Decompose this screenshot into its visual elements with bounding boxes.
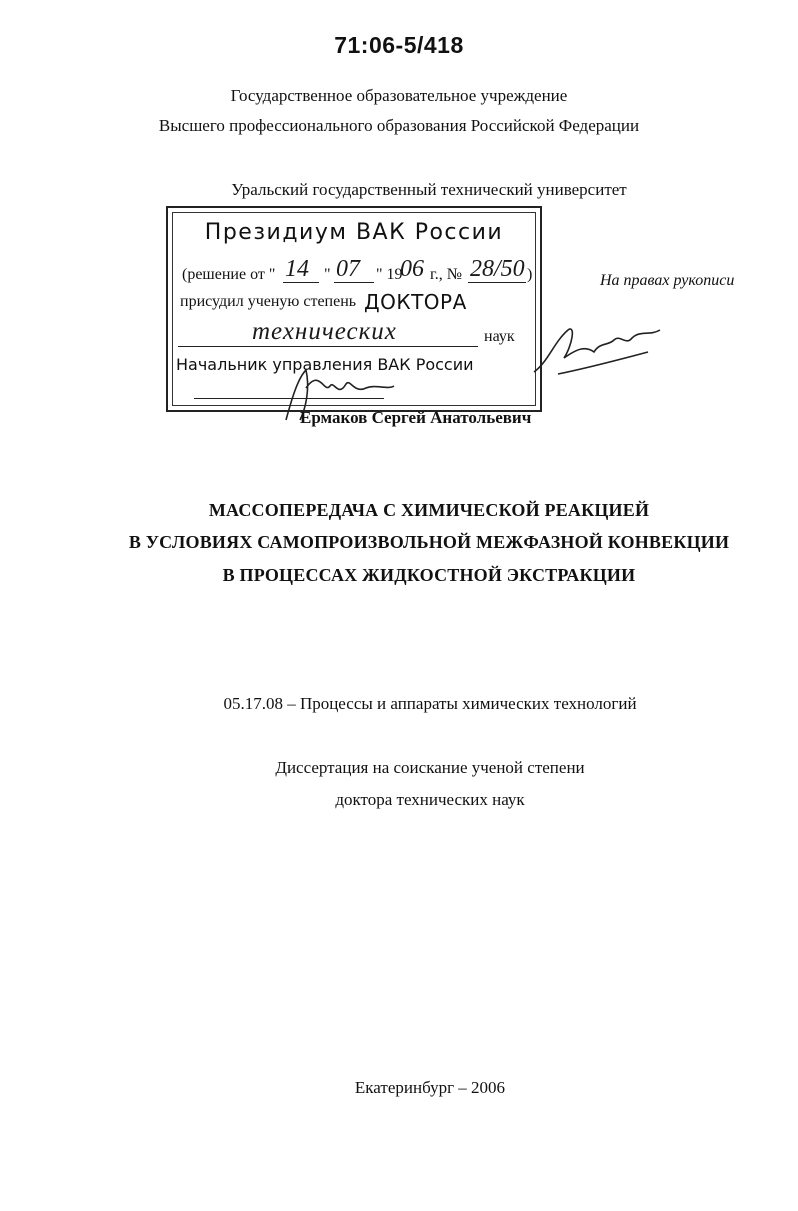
stamp-degree-level: ДОКТОРА bbox=[364, 290, 467, 314]
manuscript-rights-note: На правах рукописи bbox=[600, 272, 735, 289]
stamp-number-prefix: г., № bbox=[430, 266, 463, 283]
stamp-quote-mark: " bbox=[324, 266, 331, 283]
stamp-month: 07 bbox=[336, 256, 360, 282]
stamp-title: Президиум ВАК России bbox=[204, 220, 504, 245]
author-signature-icon bbox=[528, 312, 668, 392]
stamp-number-close: ) bbox=[527, 266, 533, 283]
catalog-number: 71:06-5/418 bbox=[334, 32, 464, 58]
university-name: Уральский государственный технический университет bbox=[231, 180, 627, 199]
institution-line-1: Государственное образовательное учреждение bbox=[230, 86, 568, 105]
dissertation-title-line-1: МАССОПЕРЕДАЧА С ХИМИЧЕСКОЙ РЕАКЦИЕЙ bbox=[208, 500, 650, 520]
dissertation-title-line-3: В ПРОЦЕССАХ ЖИДКОСТНОЙ ЭКСТРАКЦИИ bbox=[222, 565, 636, 585]
author-name: Ермаков Сергей Анатольевич bbox=[300, 408, 532, 427]
dissertation-title-line-2: В УСЛОВИЯХ САМОПРОИЗВОЛЬНОЙ МЕЖФАЗНОЙ КОНВЕКЦИИ bbox=[128, 532, 730, 552]
stamp-science-field: технических bbox=[252, 318, 397, 345]
stamp-year-prefix: " 19 bbox=[376, 266, 403, 283]
stamp-science-word: наук bbox=[484, 328, 515, 345]
stamp-day: 14 bbox=[285, 256, 309, 282]
stamp-chief-label: Начальник управления ВАК России bbox=[176, 355, 474, 374]
institution-line-2: Высшего профессионального образования Российской Федерации bbox=[158, 116, 640, 135]
degree-line-1: Диссертация на соискание ученой степени bbox=[275, 758, 585, 777]
stamp-decision-prefix: (решение от " bbox=[182, 266, 276, 283]
vak-stamp bbox=[166, 206, 542, 412]
degree-line-2: доктора технических наук bbox=[335, 790, 525, 809]
specialty-code: 05.17.08 – Процессы и аппараты химических технологий bbox=[223, 694, 637, 713]
stamp-year-suffix: 06 bbox=[400, 256, 424, 282]
city-year: Екатеринбург – 2006 bbox=[354, 1078, 506, 1097]
stamp-number: 28/50 bbox=[470, 256, 525, 282]
stamp-awarded-prefix: присудил ученую степень bbox=[180, 293, 357, 310]
